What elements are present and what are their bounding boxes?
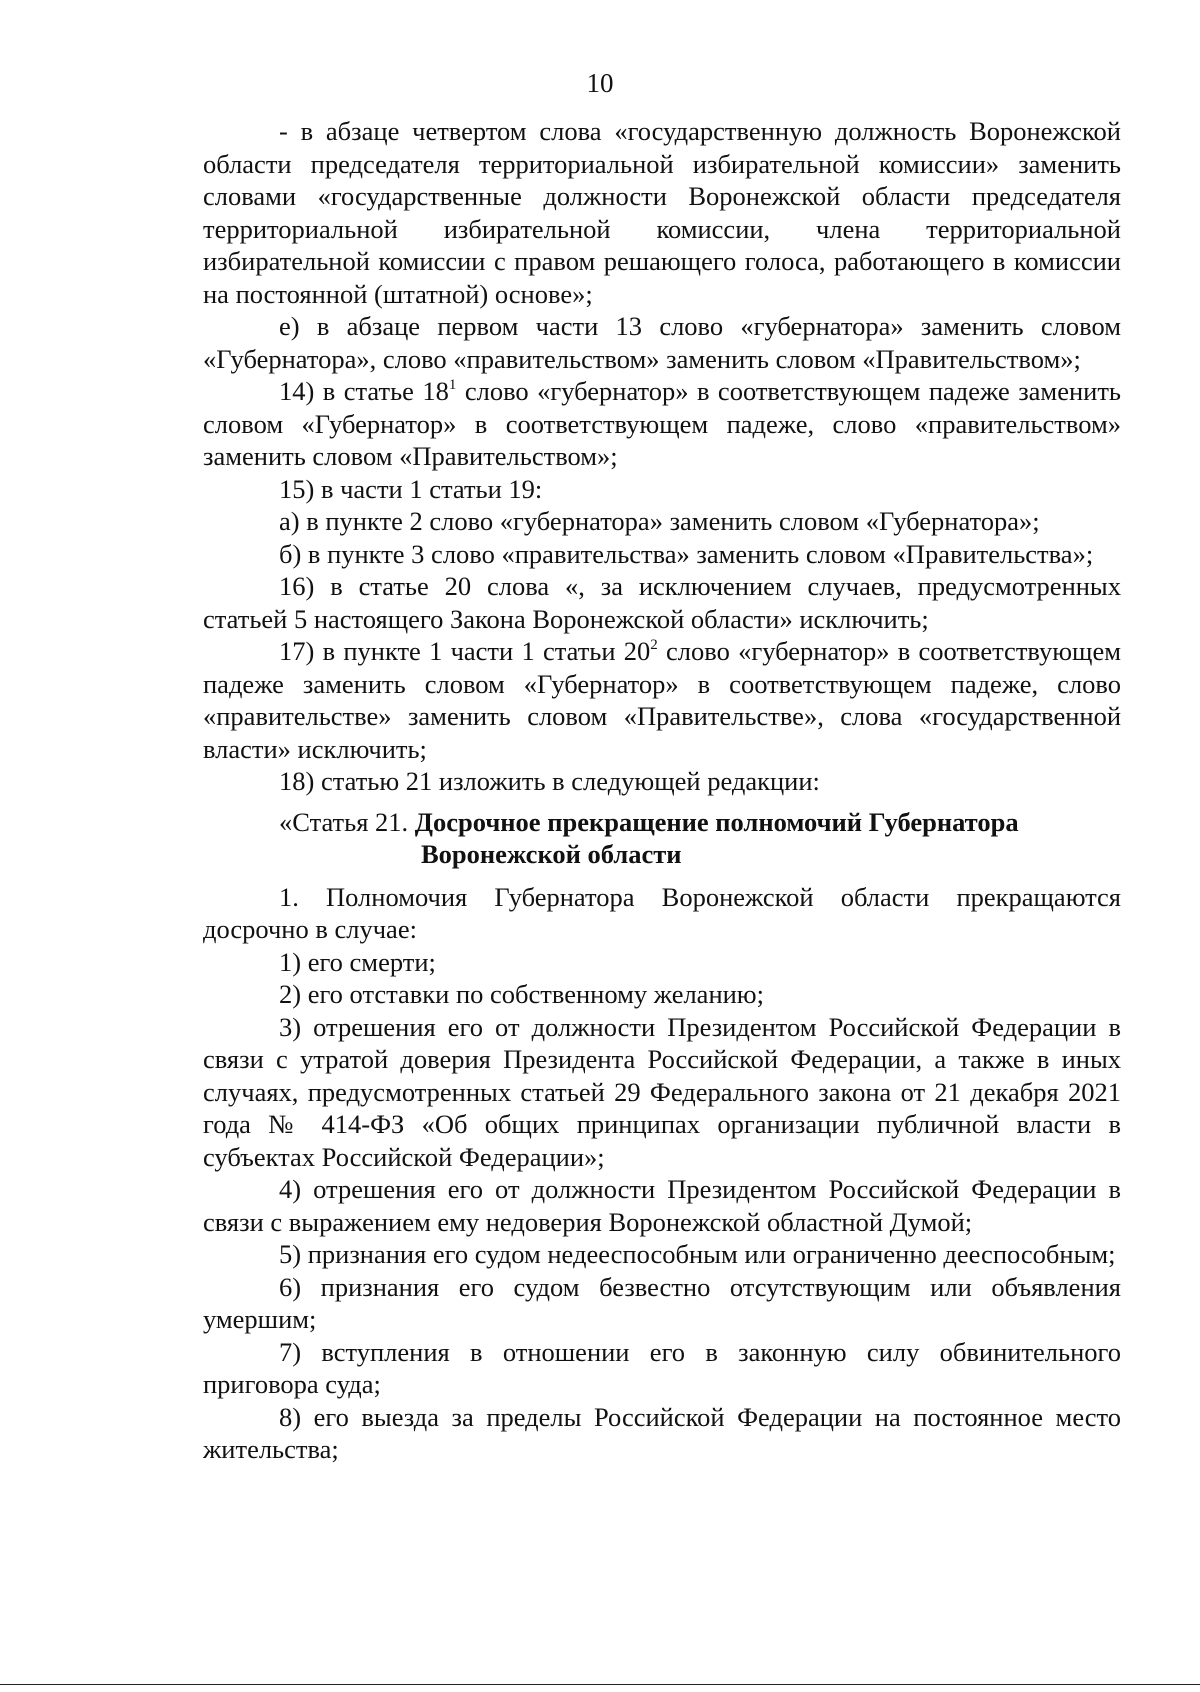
article-number: «Статья 21. (279, 806, 415, 837)
paragraph-item-17 (203, 635, 1121, 765)
paragraph: - в абзаце четвертом слова «государственную должность Воронежской области председателя территориальной избирательной комиссии» заменить словами «государственные должности Воронежской области председателя территориальной избирательной комиссии, члена территориальной избирательной комиссии с правом решающего голоса, работающего в комиссии на постоянной (штатной) основе»; (203, 116, 1121, 309)
list-item: 2) его отставки по собственному желанию; (279, 979, 764, 1009)
paragraph-text: 17) в пункте 1 части 1 статьи 20 (279, 636, 651, 666)
article-title: Досрочное прекращение полномочий Губернатора (414, 806, 1019, 837)
list-item: 5) признания его судом недееспособным или ограниченно дееспособным; (279, 1239, 1116, 1269)
list-item: 4) отрешения его от должности Президентом Российской Федерации в связи с выражением ему недоверия Воронежской областной Думой; (203, 1174, 1121, 1237)
paragraph-text: слово «губернатор» в соответствующем падеже заменить словом «Губернатор» в соответствующем падеже, слово «правительством» заменить словом «Правительством»; (203, 376, 1121, 471)
scan-bottom-edge-line (0, 1684, 1200, 1685)
paragraph-text: слово «губернатор» в соответствующем падеже заменить словом «Губернатор» в соответствующем падеже, слово «правительстве» заменить словом «Правительстве», слова «государственной власти» исключить; (203, 636, 1121, 764)
article-title-continued: Воронежской области (421, 839, 682, 869)
paragraph: б) в пункте 3 слово «правительства» заменить словом «Правительства»; (279, 538, 1094, 569)
paragraph-text: 14) в статье 18 (279, 376, 449, 406)
article-heading (203, 806, 1121, 871)
paragraph: е) в абзаце первом части 13 слово «губернатора» заменить словом «Губернатора», слово «правительством» заменить словом «Правительством»; (203, 311, 1121, 374)
paragraph: 16) в статье 20 слова «, за исключением случаев, предусмотренных статьей 5 настоящего Закона Воронежской области» исключить; (203, 571, 1121, 634)
paragraph-item-14 (203, 375, 1121, 473)
list-item: 6) признания его судом безвестно отсутствующим или объявления умершим; (203, 1271, 1121, 1334)
list-item: 3) отрешения его от должности Президентом Российской Федерации в связи с утратой доверия Президента Российской Федерации, а также в иных случаях, предусмотренных статьей 29 Федерального закона от 21 декабря 2021 года № 414-ФЗ «Об общих принципах организации публичной власти в субъектах Российской Федерации»; (203, 1011, 1121, 1172)
superscript: 2 (650, 637, 658, 653)
paragraph: 15) в части 1 статьи 19: (279, 473, 543, 504)
list-item: 7) вступления в отношении его в законную силу обвинительного приговора суда; (203, 1336, 1121, 1399)
list-item: 1) его смерти; (279, 946, 436, 977)
page-number: 10 (586, 68, 614, 98)
superscript: 1 (448, 377, 457, 393)
document-body (203, 115, 1121, 1466)
paragraph: а) в пункте 2 слово «губернатора» заменить словом «Губернатора»; (279, 506, 1040, 536)
paragraph: 1. Полномочия Губернатора Воронежской области прекращаются досрочно в случае: (203, 881, 1121, 944)
paragraph: 18) статью 21 изложить в следующей редакции: (279, 766, 820, 796)
list-item: 8) его выезда за пределы Российской Федерации на постоянное место жительства; (203, 1401, 1121, 1464)
